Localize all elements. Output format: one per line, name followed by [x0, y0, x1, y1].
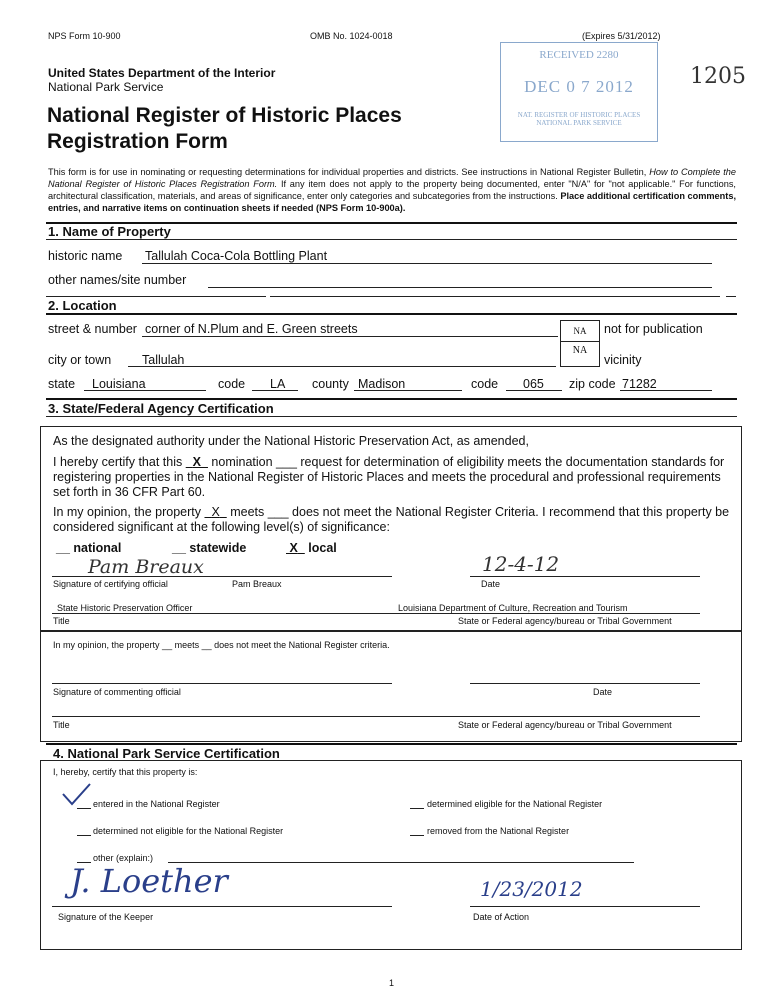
state-code-value[interactable]: LA [270, 377, 286, 391]
county-label: county [312, 377, 349, 391]
level-statewide[interactable]: __ statewide [172, 541, 247, 555]
action-date: 1/23/2012 [480, 877, 583, 901]
service: National Park Service [48, 80, 164, 94]
stamp-line4: NATIONAL PARK SERVICE [536, 119, 622, 127]
other-names-label: other names/site number [48, 273, 187, 287]
department: United States Department of the Interior [48, 66, 276, 80]
level-local[interactable]: X local [289, 541, 337, 555]
county-code-label: code [471, 377, 499, 391]
county-code-value[interactable]: 065 [523, 377, 544, 391]
zip-label: zip code [569, 377, 616, 391]
city-value[interactable]: Tallulah [142, 353, 185, 367]
commenting-label: Signature of commenting official [53, 687, 181, 697]
street-value[interactable]: corner of N.Plum and E. Green streets [145, 322, 358, 336]
opt-removed[interactable]: removed from the National Register [427, 826, 570, 836]
keeper-label: Signature of the Keeper [58, 912, 154, 922]
title-value: State Historic Preservation Officer [57, 603, 193, 613]
section-4-title: 4. National Park Service Certification [53, 746, 280, 761]
form-title-line1: National Register of Historic Places [47, 104, 402, 127]
stamp-date: DEC 0 7 2012 [524, 77, 634, 96]
zip-value[interactable]: 71282 [622, 377, 657, 391]
omb-number: OMB No. 1024-0018 [310, 31, 393, 41]
intro-paragraph: This form is for use in nominating or requesting determinations for individual properties and districts. See instructions in National Register Bulletin, How to Complete the National Register of Historic Places Registration Form. If any item does not apply to the property being documented, enter "N/A" for "not applicable." For functions, architectural classification, materials, and areas of significance, enter only categories and subcategories from the instructions. Place additional certification comments, entries, and narrative items on continuation sheets if needed (NPS Form 10-900a). [48, 167, 737, 213]
historic-name-label: historic name [48, 249, 123, 263]
section-2-title: 2. Location [48, 298, 117, 313]
keeper-signature: J. Loether [70, 862, 228, 900]
page-number: 1 [389, 978, 395, 988]
opt-eligible[interactable]: determined eligible for the National Register [427, 799, 603, 809]
date-label: Date [481, 579, 501, 589]
certifying-date: 12-4-12 [482, 552, 560, 576]
certifying-signature: Pam Breaux [88, 556, 204, 578]
date2-label: Date [593, 687, 613, 697]
state-value[interactable]: Louisiana [92, 377, 146, 391]
city-label: city or town [48, 353, 112, 367]
opt-entered[interactable]: entered in the National Register [93, 799, 220, 809]
state-code-label: code [218, 377, 246, 391]
agency2-label: State or Federal agency/bureau or Tribal Government [458, 720, 672, 730]
checkmark-icon [60, 782, 94, 808]
cert-p3: In my opinion, the property X meets ___ does not meet the National Register Criteria. I recommend that this property be considered significant at the following level(s) of significance: [53, 505, 730, 534]
section-3-title: 3. State/Federal Agency Certification [48, 401, 274, 416]
opt-other[interactable]: other (explain:) [93, 853, 154, 863]
cert-p1: As the designated authority under the National Historic Preservation Act, as amended, [53, 434, 529, 448]
title2-label: Title [53, 720, 70, 730]
title-label: Title [53, 616, 70, 626]
nfp-label: not for publication [604, 322, 703, 336]
opinion-2: In my opinion, the property __ meets __ does not meet the National Register criteria. [53, 640, 390, 650]
form-title-line2: Registration Form [47, 130, 228, 153]
county-value[interactable]: Madison [358, 377, 406, 391]
agency-value: Louisiana Department of Culture, Recreation and Tourism [398, 603, 628, 613]
handwritten-number: 1205 [690, 64, 746, 89]
nps-intro: I, hereby, certify that this property is: [53, 767, 198, 777]
vicinity-checkbox[interactable]: NA [560, 341, 600, 367]
stamp-line3: NAT. REGISTER OF HISTORIC PLACES [517, 111, 641, 119]
level-national[interactable]: __ national [56, 541, 122, 555]
street-label: street & number [48, 322, 137, 336]
form-number: NPS Form 10-900 [48, 31, 121, 41]
nfp-checkbox[interactable]: NA [560, 320, 600, 342]
stamp-line1: RECEIVED 2280 [539, 49, 619, 61]
vicinity-label: vicinity [604, 353, 642, 367]
state-label: state [48, 377, 76, 391]
opt-not-eligible[interactable]: determined not eligible for the National Register [93, 826, 284, 836]
sig-name: Pam Breaux [232, 579, 282, 589]
cert-p2: I hereby certify that this X nomination ___ request for determination of eligibility meets the documentation standards for registering properties in the National Register of Historic Places and meets the procedural and professional requirements set forth in 36 CFR Part 60. [53, 455, 725, 499]
section-1-title: 1. Name of Property [48, 224, 171, 239]
action-label: Date of Action [473, 912, 530, 922]
historic-name-value[interactable]: Tallulah Coca-Cola Bottling Plant [145, 249, 328, 263]
agency-label: State or Federal agency/bureau or Tribal Government [458, 616, 672, 626]
sig-label: Signature of certifying official [53, 579, 168, 589]
received-stamp [500, 42, 658, 142]
expiration: (Expires 5/31/2012) [582, 31, 661, 41]
